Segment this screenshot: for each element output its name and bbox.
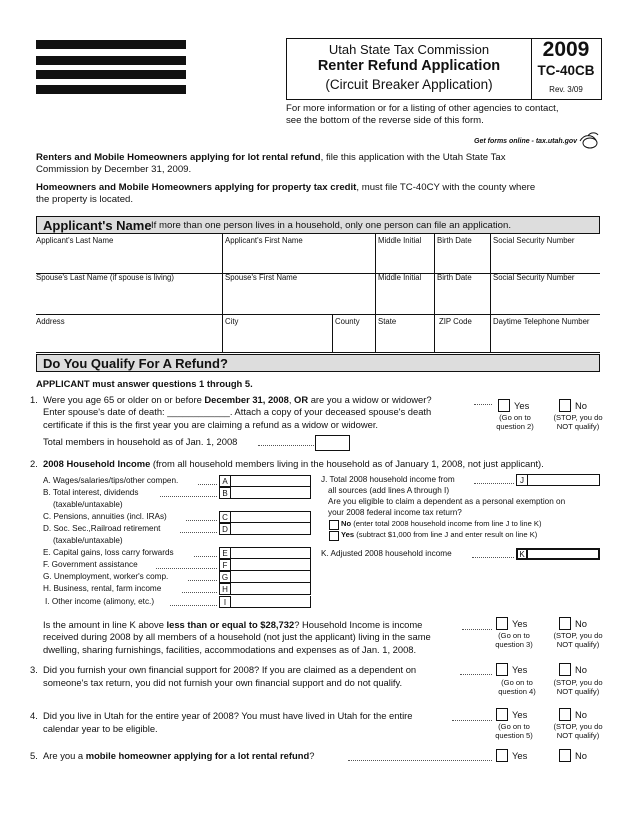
k-question-line-2: received during 2008 by all members of a household (not just the applicant) living in the same — [43, 631, 431, 642]
line-j-yes-checkbox[interactable] — [329, 531, 339, 541]
agency-name: Utah State Tax Commission — [328, 42, 490, 57]
q5-number: 5. — [30, 750, 38, 761]
income-line-h-input[interactable] — [231, 583, 311, 595]
income-line-h-label: H. Business, rental, farm income — [43, 584, 162, 593]
q4-yes-note: (Go on to question 5) — [495, 722, 533, 740]
q3-line-1: Did you furnish your own financial support for 2008? If you are claimed as a dependent on — [43, 664, 417, 675]
line-j-question-1: Are you eligible to claim a dependent as a personal exemption on — [328, 497, 566, 506]
qualify-section-header — [36, 354, 600, 372]
q4-line-1: Did you live in Utah for the entire year of 2008? You must have lived in Utah for the entire — [43, 710, 413, 721]
line-j-no-checkbox[interactable] — [329, 520, 339, 530]
line-j-label-2: all sources (add lines A through I) — [328, 486, 450, 495]
q4-number: 4. — [30, 710, 38, 721]
q4-no-note: (STOP, you do NOT qualify) — [553, 722, 603, 740]
q3-yes-checkbox[interactable] — [496, 663, 508, 676]
income-line-i-box: I — [219, 596, 231, 608]
get-forms-link[interactable]: Get forms online - tax.utah.gov — [474, 138, 578, 145]
header-bar-1 — [36, 40, 186, 49]
k-question-line-1: Is the amount in line K above less than or equal to $28,732? Household Income is income — [43, 619, 423, 630]
q1-line-3: certificate if this is the first year you are claiming a refund as a widow or widower. — [43, 419, 379, 430]
k-question-line-3: dwelling, sharing furnishings, facilities, accommodations and expenses as of Jan. 1, 2008. — [43, 644, 417, 655]
spouse-birth-date-field[interactable]: Birth Date — [437, 273, 472, 282]
income-line-c-input[interactable] — [231, 511, 311, 523]
line-k-label: K. Adjusted 2008 household income — [321, 549, 452, 558]
income-line-b-note: (taxable/untaxable) — [53, 500, 123, 509]
form-revision: Rev. 3/09 — [549, 85, 583, 94]
k-no-note: (STOP, you do NOT qualify) — [553, 631, 603, 649]
q1-yes-checkbox[interactable] — [498, 399, 510, 412]
applicant-middle-initial-field[interactable]: Middle Initial — [378, 236, 422, 245]
form-header-box — [286, 38, 602, 100]
income-line-e-box: E — [219, 547, 231, 559]
form-subtitle: (Circuit Breaker Application) — [325, 77, 493, 92]
city-field[interactable]: City — [225, 317, 239, 326]
applicant-section-title: Applicant's Name — [43, 218, 152, 233]
q1-line-2: Enter spouse's date of death: ____________. Attach a copy of your deceased spouse's death — [43, 406, 432, 417]
q1-members-input[interactable] — [315, 435, 350, 451]
income-line-a-label: A. Wages/salaries/tips/other compen. — [43, 476, 179, 485]
line-j-box: J — [516, 474, 528, 486]
income-line-a-input[interactable] — [231, 475, 311, 487]
phone-field[interactable]: Daytime Telephone Number — [493, 317, 590, 326]
q4-yes-label: Yes — [512, 709, 528, 720]
q4-no-label: No — [575, 709, 587, 720]
line-k-input[interactable] — [528, 548, 600, 560]
income-line-d-input[interactable] — [231, 523, 311, 535]
income-line-d-note: (taxable/untaxable) — [53, 536, 123, 545]
q4-no-checkbox[interactable] — [559, 708, 571, 721]
q1-no-checkbox[interactable] — [559, 399, 571, 412]
k-no-label: No — [575, 618, 587, 629]
income-line-f-label: F. Government assistance — [43, 560, 138, 569]
applicant-section-note: If more than one person lives in a household, only one person can file an application. — [151, 220, 511, 231]
income-line-c-label: C. Pensions, annuities (incl. IRAs) — [43, 512, 167, 521]
info-line-1: For more information or for a listing of other agencies to contact, — [286, 103, 559, 114]
income-line-f-box: F — [219, 559, 231, 571]
q4-yes-checkbox[interactable] — [496, 708, 508, 721]
income-line-b-box: B — [219, 487, 231, 499]
spouse-ssn-field[interactable]: Social Security Number — [493, 273, 575, 282]
header-bar-2 — [36, 56, 186, 65]
spouse-first-name-field[interactable]: Spouse's First Name — [225, 273, 298, 282]
q5-line-1: Are you a mobile homeowner applying for a lot rental refund? — [43, 750, 315, 761]
q5-yes-checkbox[interactable] — [496, 749, 508, 762]
income-line-e-input[interactable] — [231, 547, 311, 559]
form-number: TC-40CB — [537, 63, 595, 78]
k-yes-note: (Go on to question 3) — [495, 631, 533, 649]
line-j-label: J. Total 2008 household income from — [321, 475, 455, 484]
q3-no-note: (STOP, you do NOT qualify) — [553, 678, 603, 696]
mouse-icon — [578, 132, 600, 150]
q1-no-label: No — [575, 400, 587, 411]
income-line-g-input[interactable] — [231, 571, 311, 583]
income-line-g-label: G. Unemployment, worker's comp. — [43, 572, 169, 581]
k-yes-label: Yes — [512, 618, 528, 629]
q1-line-1: Were you age 65 or older on or before December 31, 2008, OR are you a widow or widower? — [43, 394, 432, 405]
line-k-box: K — [516, 548, 528, 560]
applicant-birth-date-field[interactable]: Birth Date — [437, 236, 472, 245]
line-j-yes-option: Yes (subtract $1,000 from line J and enter result on line K) — [341, 530, 538, 539]
q1-yes-note: (Go on to question 2) — [496, 413, 534, 431]
income-line-c-box: C — [219, 511, 231, 523]
income-line-d-label: D. Soc. Sec.,Railroad retirement — [43, 524, 161, 533]
income-line-a-box: A — [219, 475, 231, 487]
qualify-section-title: Do You Qualify For A Refund? — [43, 356, 228, 371]
applicant-ssn-field[interactable]: Social Security Number — [493, 236, 575, 245]
income-line-b-label: B. Total interest, dividends — [43, 488, 139, 497]
q3-no-label: No — [575, 664, 587, 675]
q1-members-label: Total members in household as of Jan. 1, 2008 — [43, 436, 238, 447]
state-field[interactable]: State — [378, 317, 397, 326]
q1-no-note: (STOP, you do NOT qualify) — [553, 413, 603, 431]
q5-yes-label: Yes — [512, 750, 528, 761]
form-year: 2009 — [542, 38, 590, 61]
q3-yes-label: Yes — [512, 664, 528, 675]
q5-no-checkbox[interactable] — [559, 749, 571, 762]
income-line-e-label: E. Capital gains, loss carry forwards — [43, 548, 174, 557]
spouse-middle-initial-field[interactable]: Middle Initial — [378, 273, 422, 282]
intro-paragraph-2: Homeowners and Mobile Homeowners applying for property tax credit, must file TC-40CY with the county where — [36, 182, 536, 193]
qualify-instruction: APPLICANT must answer questions 1 through 5. — [36, 378, 253, 389]
header-bar-3 — [36, 70, 186, 79]
line-j-no-option: No (enter total 2008 household income from line J to line K) — [341, 519, 542, 528]
spouse-last-name-field[interactable]: Spouse's Last Name (if spouse is living) — [36, 273, 174, 282]
q3-number: 3. — [30, 664, 38, 675]
header-bar-4 — [36, 85, 186, 94]
q3-line-2: someone's tax return, you did not furnish your own financial support and do not qualify. — [43, 677, 403, 688]
income-line-d-box: D — [219, 523, 231, 535]
county-field[interactable]: County — [335, 317, 360, 326]
income-line-i-input[interactable] — [231, 596, 311, 608]
info-line-2: see the bottom of the reverse side of this form. — [286, 115, 484, 126]
address-field[interactable]: Address — [36, 317, 65, 326]
applicant-last-name-field[interactable]: Applicant's Last Name — [36, 236, 114, 245]
income-line-b-input[interactable] — [231, 487, 311, 499]
income-line-f-input[interactable] — [231, 559, 311, 571]
q4-line-2: calendar year to be eligible. — [43, 723, 158, 734]
applicant-first-name-field[interactable]: Applicant's First Name — [225, 236, 303, 245]
income-line-i-label: I. Other income (alimony, etc.) — [45, 597, 155, 606]
intro-paragraph-1-line-2: Commission by December 31, 2009. — [36, 164, 192, 175]
zip-field[interactable]: ZIP Code — [439, 317, 472, 326]
q2-heading: 2008 Household Income (from all household members living in the household as of January 1, 2008, not just applicant). — [43, 458, 544, 469]
applicant-section-header — [36, 216, 600, 234]
q5-no-label: No — [575, 750, 587, 761]
form-title: Renter Refund Application — [317, 58, 501, 74]
q1-number: 1. — [30, 394, 38, 405]
line-j-question-2: your 2008 federal income tax return? — [328, 508, 462, 517]
k-no-checkbox[interactable] — [559, 617, 571, 630]
intro-paragraph-1: Renters and Mobile Homeowners applying for lot rental refund, file this application with the Utah State Tax — [36, 152, 506, 163]
q3-yes-note: (Go on to question 4) — [498, 678, 536, 696]
income-line-g-box: G — [219, 571, 231, 583]
q1-yes-label: Yes — [514, 400, 530, 411]
q2-number: 2. — [30, 458, 38, 469]
line-j-input[interactable] — [528, 474, 600, 486]
q3-no-checkbox[interactable] — [559, 663, 571, 676]
k-yes-checkbox[interactable] — [496, 617, 508, 630]
income-line-h-box: H — [219, 583, 231, 595]
intro-paragraph-2-line-2: the property is located. — [36, 194, 134, 205]
